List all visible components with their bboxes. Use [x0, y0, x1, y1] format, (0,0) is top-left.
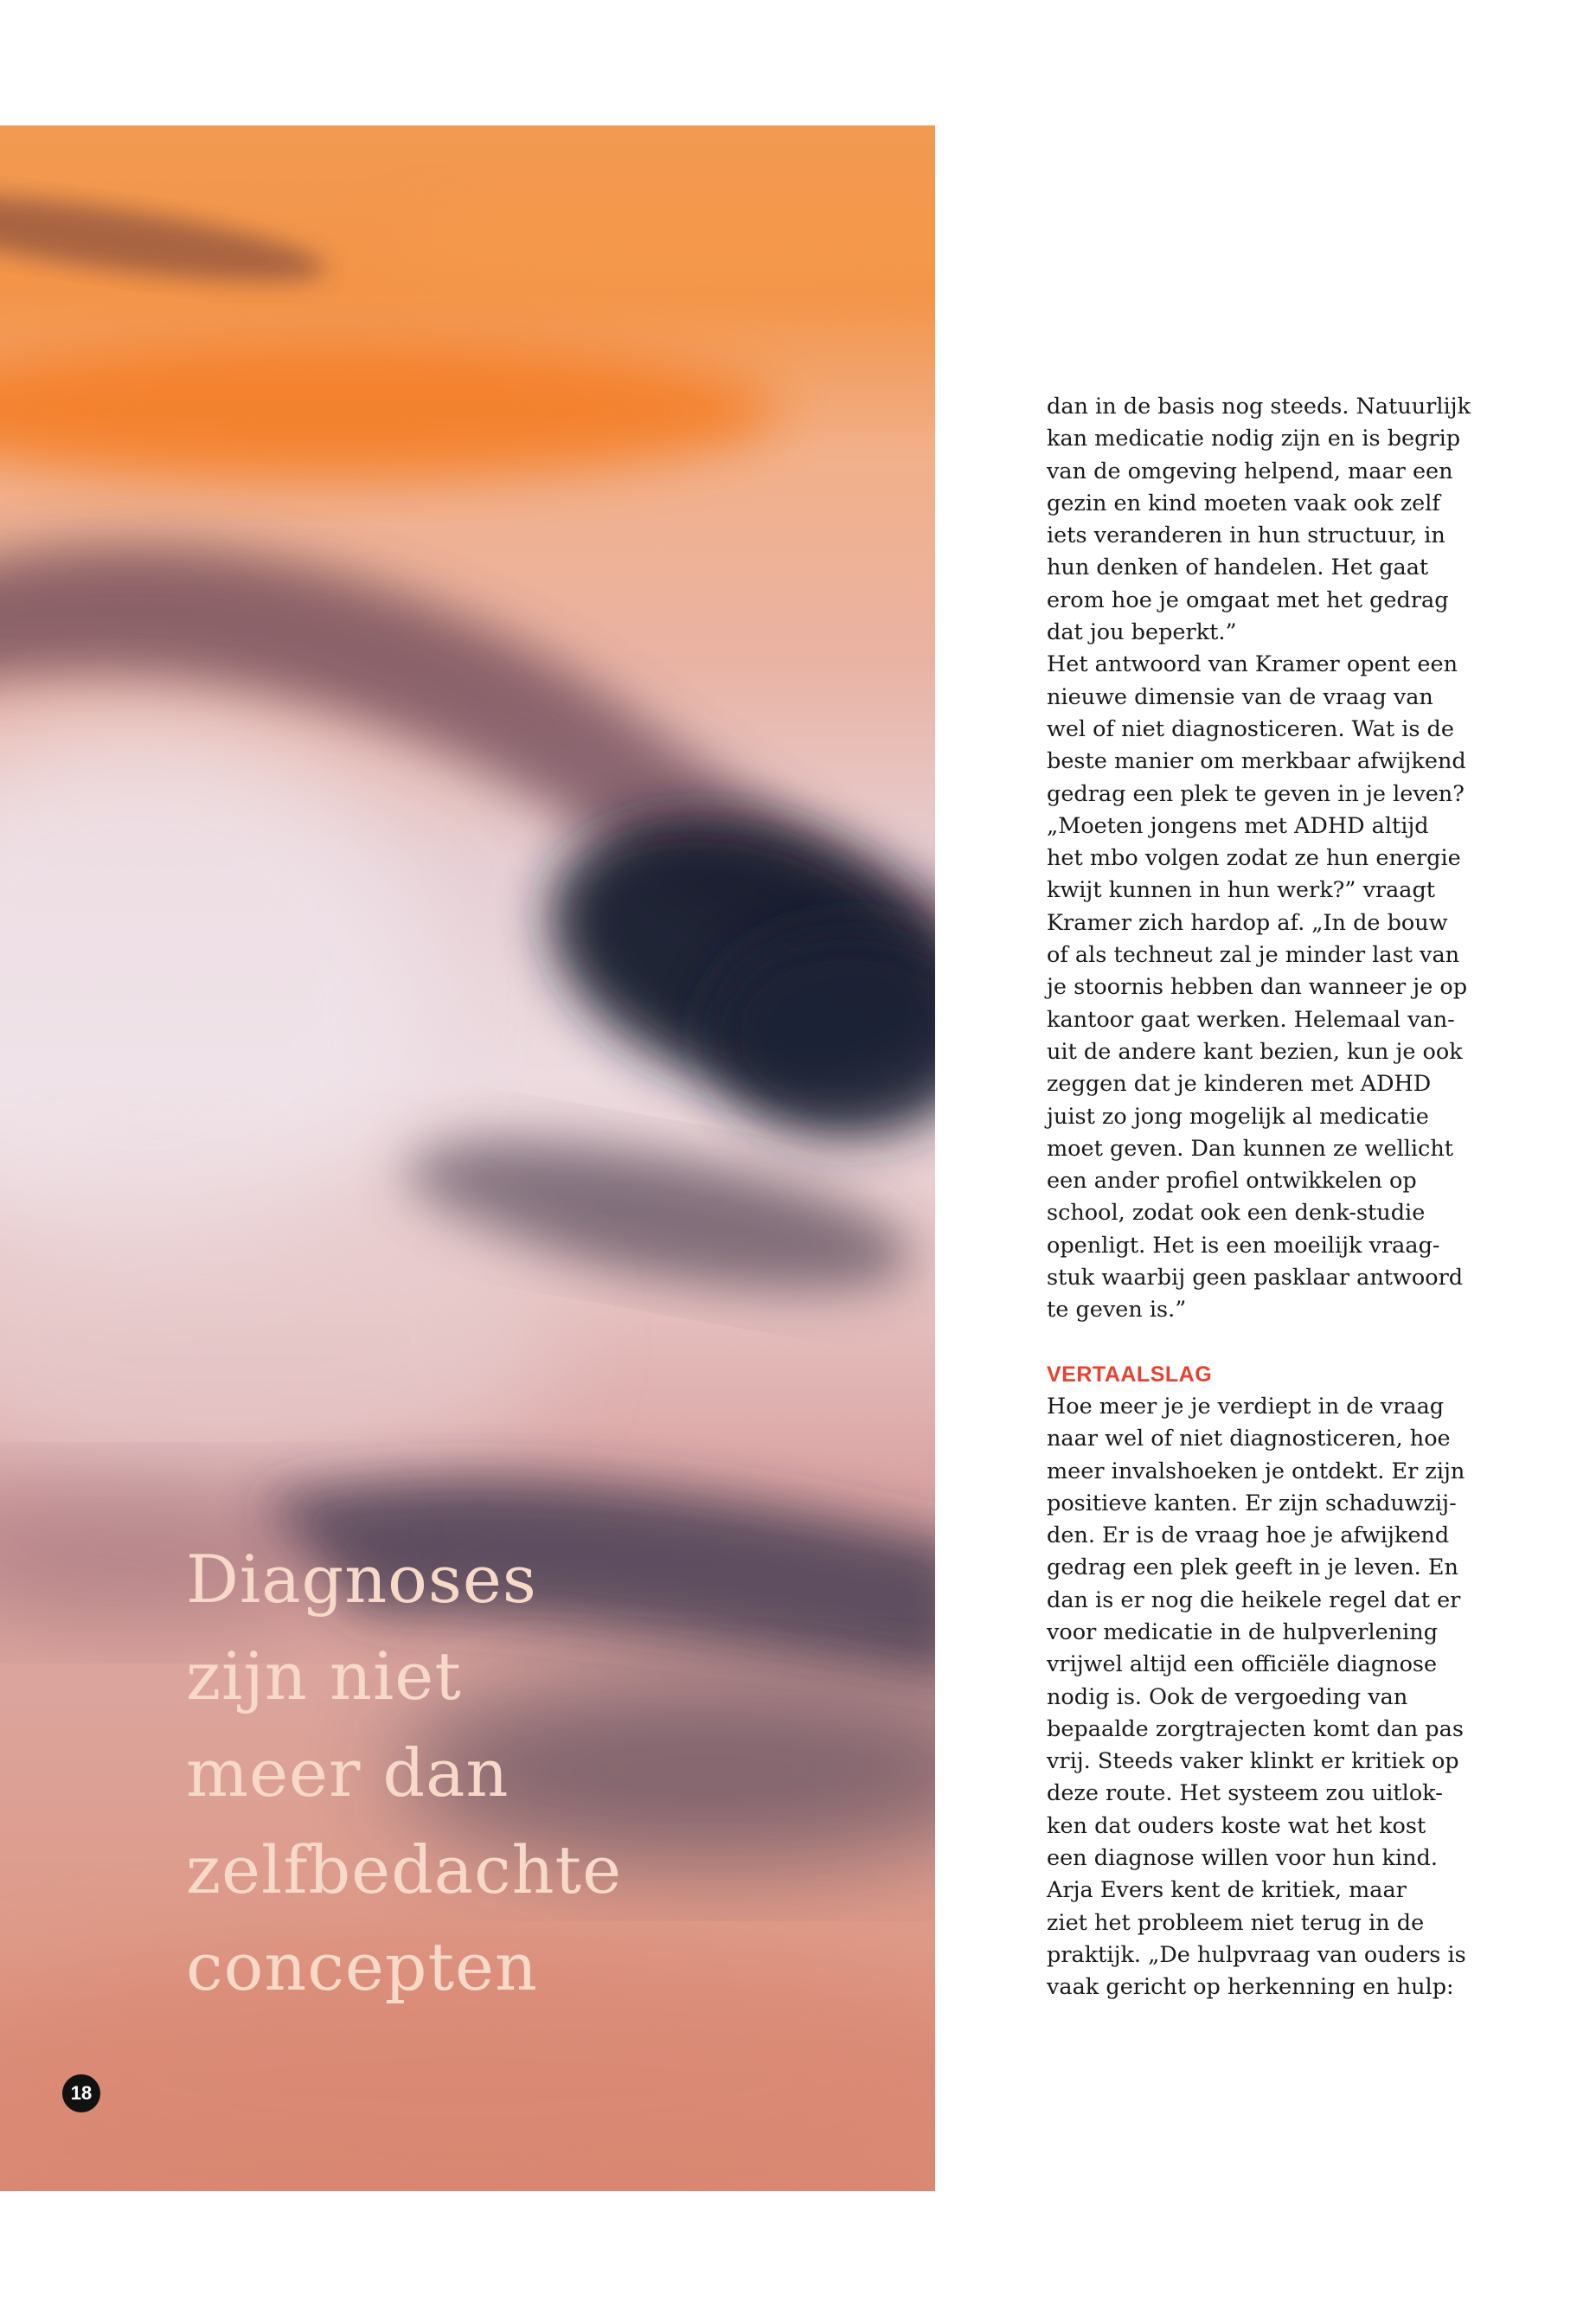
pull-quote-line: Diagnoses: [186, 1541, 537, 1618]
text-line: Kramer zich hardop af. „In de bouw: [1047, 909, 1448, 936]
text-line: of als techneut zal je minder last van: [1047, 942, 1460, 969]
pull-quote: [186, 1531, 913, 2016]
text-line: ziet het probleem niet terug in de: [1047, 1909, 1425, 1936]
text-line: positieve kanten. Er zijn schaduwzij-: [1047, 1490, 1457, 1516]
text-line: Arja Evers kent de kritiek, maar: [1047, 1877, 1407, 1904]
text-line: hun denken of handelen. Het gaat: [1047, 554, 1429, 581]
text-line: iets veranderen in hun structuur, in: [1047, 522, 1445, 549]
paragraph-3: [1047, 1391, 1479, 2004]
text-line: „Moeten jongens met ADHD altijd: [1047, 812, 1429, 839]
text-line: dan in de basis nog steeds. Natuurlijk: [1047, 394, 1471, 420]
text-line: uit de andere kant bezien, kun je ook: [1047, 1038, 1463, 1065]
text-line: openligt. Het is een moeilijk vraag-: [1047, 1232, 1440, 1259]
paragraph-1: [1047, 391, 1479, 649]
text-line: juist zo jong mogelijk al medicatie: [1047, 1103, 1429, 1130]
text-line: kwijt kunnen in hun werk?” vraagt: [1047, 877, 1436, 904]
text-line: dan is er nog die heikele regel dat er: [1047, 1586, 1461, 1613]
text-line: Hoe meer je je verdiept in de vraag: [1047, 1393, 1445, 1420]
text-line: school, zodat ook een denk-studie: [1047, 1200, 1426, 1227]
section-heading: VERTAALSLAG: [1047, 1362, 1213, 1387]
page-number-badge: 18: [62, 2074, 100, 2112]
text-line: gedrag een plek te geven in je leven?: [1047, 780, 1465, 807]
text-line: stuk waarbij geen pasklaar antwoord: [1047, 1265, 1464, 1292]
text-line: wel of niet diagnosticeren. Wat is de: [1047, 715, 1454, 742]
text-line: vaak gericht op herkenning en hulp:: [1047, 1974, 1454, 2001]
text-line: het mbo volgen zodat ze hun energie: [1047, 845, 1461, 872]
text-line: moet geven. Dan kunnen ze wellicht: [1047, 1135, 1454, 1162]
pull-quote-line: zijn niet: [186, 1638, 462, 1715]
paragraph-2: [1047, 649, 1479, 1326]
text-line: een diagnose willen voor hun kind.: [1047, 1845, 1438, 1872]
text-line: praktijk. „De hulpvraag van ouders is: [1047, 1941, 1466, 1968]
text-line: kantoor gaat werken. Helemaal van-: [1047, 1006, 1455, 1033]
text-line: van de omgeving helpend, maar een: [1047, 458, 1453, 484]
text-line: een ander profiel ontwikkelen op: [1047, 1168, 1417, 1195]
text-line: naar wel of niet diagnosticeren, hoe: [1047, 1426, 1451, 1452]
text-line: gezin en kind moeten vaak ook zelf: [1047, 490, 1440, 516]
text-line: ken dat ouders koste wat het kost: [1047, 1812, 1426, 1839]
article-column: [1047, 391, 1479, 2004]
pull-quote-line: zelfbedachte: [186, 1831, 623, 1908]
text-line: je stoornis hebben dan wanneer je op: [1047, 974, 1468, 1001]
text-line: vrijwel altijd een officiële diagnose: [1047, 1651, 1438, 1678]
text-line: nieuwe dimensie van de vraag van: [1047, 683, 1433, 710]
pull-quote-line: concepten: [186, 1928, 538, 2005]
text-line: gedrag een plek geeft in je leven. En: [1047, 1554, 1458, 1581]
paragraph-spacer: [1047, 1327, 1479, 1359]
text-line: zeggen dat je kinderen met ADHD: [1047, 1071, 1432, 1098]
text-line: bepaalde zorgtrajecten komt dan pas: [1047, 1715, 1464, 1742]
text-line: deze route. Het systeem zou uitlok-: [1047, 1780, 1443, 1807]
text-line: erom hoe je omgaat met het gedrag: [1047, 586, 1449, 613]
text-line: beste manier om merkbaar afwijkend: [1047, 748, 1466, 775]
text-line: meer invalshoeken je ontdekt. Er zijn: [1047, 1458, 1465, 1484]
text-line: vrij. Steeds vaker klinkt er kritiek op: [1047, 1748, 1459, 1775]
text-line: den. Er is de vraag hoe je afwijkend: [1047, 1522, 1450, 1549]
text-line: te geven is.”: [1047, 1297, 1187, 1324]
text-line: voor medicatie in de hulpverlening: [1047, 1618, 1439, 1645]
pull-quote-line: meer dan: [186, 1734, 510, 1811]
text-line: dat jou beperkt.”: [1047, 619, 1237, 646]
text-line: nodig is. Ook de vergoeding van: [1047, 1683, 1408, 1710]
text-line: Het antwoord van Kramer opent een: [1047, 651, 1458, 678]
text-line: kan medicatie nodig zijn en is begrip: [1047, 426, 1461, 452]
